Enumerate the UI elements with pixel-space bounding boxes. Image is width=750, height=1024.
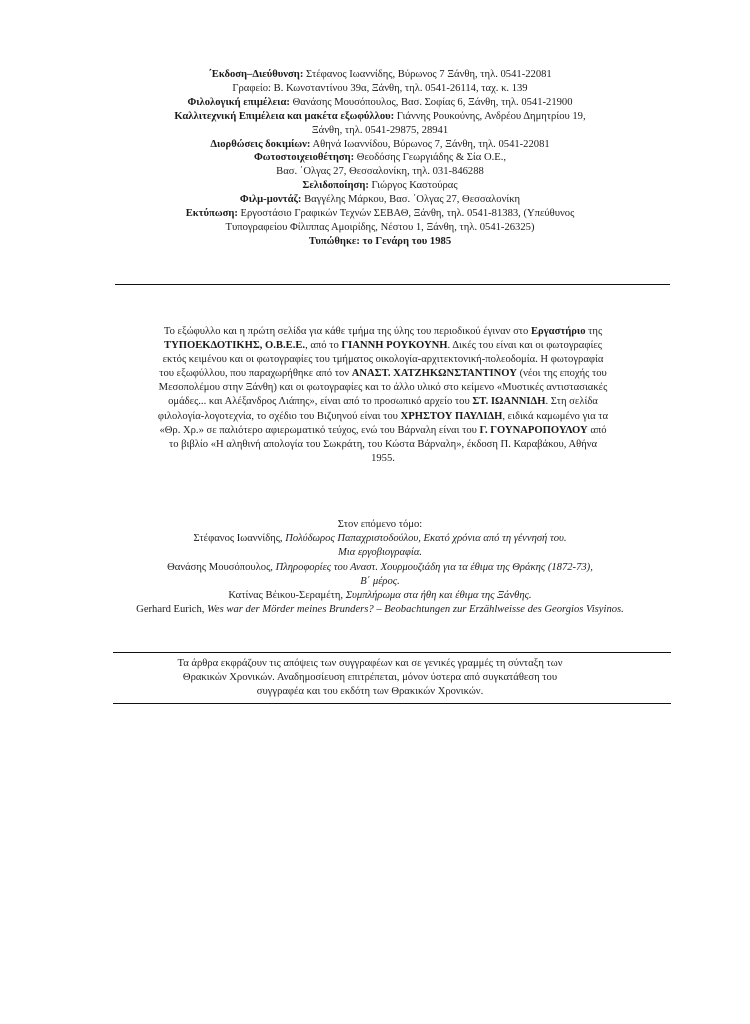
cover-note-line: ομάδες... και Αλέξανδρος Λιάπης», είναι από το προσωπικό αρχείο του ΣΤ. ΙΩΑΝΝΙΔΗ. Στη σελίδα	[168, 396, 598, 408]
credit-phototypesetting: Φωτοστοιχειοθέτηση: Θεοδόσης Γεωργιάδης & Σία Ο.Ε.,	[253, 152, 507, 164]
cover-note-line: εκτός κειμένου και οι φωτογραφίες του τμήματος οικολογία-αρχιτεκτονική-πολεοδομία. Η φωτογραφία	[162, 354, 604, 366]
credit-edition: ΄Εκδοση–Διεύθυνση: Στέφανος Ιωαννίδης, Βύρωνος 7 Ξάνθη, τηλ. 0541-22081	[208, 69, 552, 80]
cover-note-line: του εξωφύλλου, που παραχωρήθηκε από τον ΑΝΑΣΤ. ΧΑΤΖΗΚΩΝΣΤΑΝΤΙΝΟΥ (νέοι της εποχής του	[159, 368, 607, 380]
disclaimer-line: Θρακικών Χρονικών. Αναδημοσίευση επιτρέπεται, μόνον ύστερα από συγκατάθεση του	[182, 672, 558, 683]
divider-rule-top	[115, 284, 670, 285]
divider-rule-notice-bottom	[113, 703, 671, 704]
disclaimer	[160, 657, 580, 699]
cover-note	[108, 325, 658, 466]
next-volume-entry-cont: Μια εργοβιογραφία.	[337, 547, 423, 559]
disclaimer-line: Τα άρθρα εκφράζουν τις απόψεις των συγγραφέων και σε γενικές γραμμές τη σύνταξη των	[177, 658, 563, 669]
next-volume-entry: Κατίνας Βέικου-Σεραμέτη, Συμπλήρωμα στα ήθη και έθιμα της Ξάνθης.	[228, 590, 532, 602]
credit-art: Καλλιτεχνική Επιμέλεια και μακέτα εξωφύλλου: Γιάννης Ρουκούνης, Ανδρέου Δημητρίου 19,	[174, 110, 586, 122]
cover-note-line: Μεσοπολέμου στην Ξάνθη) και οι φωτογραφίες και το άλλο υλικό στο κείμενο «Μυστικές αντιστασιακές	[158, 382, 608, 394]
next-volume-entry-cont: Β΄ μέρος.	[360, 575, 400, 587]
next-volume-entry: Θανάσης Μουσόπουλος, Πληροφορίες του Αναστ. Χουρμουζιάδη για τα έθιμα της Θράκης (1872-73),	[167, 561, 593, 573]
next-volume	[60, 518, 700, 617]
disclaimer-line: συγγραφέα και του εκδότη των Θρακικών Χρονικών.	[256, 686, 484, 697]
divider-rule-notice-top	[113, 652, 671, 653]
cover-note-line: 1955.	[371, 452, 395, 464]
cover-note-line: φιλολογία-λογοτεχνία, το σχέδιο του Βιζυηνού είναι του ΧΡΗΣΤΟΥ ΠΑΥΛΙΔΗ, ειδικά καμωμένο για τα	[157, 410, 609, 422]
credit-printing-cont: Τυπογραφείου Φίλιππας Αμοιρίδης, Νέστου 1, Ξάνθη, τηλ. 0541-26325)	[225, 221, 535, 233]
cover-note-line: Το εξώφυλλο και η πρώτη σελίδα για κάθε τμήμα της ύλης του περιοδικού έγιναν στο Εργαστήριο της	[163, 326, 603, 337]
next-volume-entry: Gerhard Eurich, Wes war der Mörder meines Brunders? – Beobachtungen zur Erzählweisse des Georgios Visyinos.	[136, 604, 624, 616]
credit-philology: Φιλολογική επιμέλεια: Θανάσης Μουσόπουλος, Βασ. Σοφίας 6, Ξάνθη, τηλ. 0541-21900	[187, 96, 573, 108]
cover-note-line: ΤΥΠΟΕΚΔΟΤΙΚΗΣ, Ο.Β.Ε.Ε., από το ΓΙΑΝΝΗ ΡΟΥΚΟΥΝΗ. Δικές του είναι και οι φωτογραφίες	[164, 340, 602, 352]
credit-phototypesetting-cont: Βασ. ΄Ολγας 27, Θεσσαλονίκη, τηλ. 031-846288	[276, 166, 484, 178]
next-volume-entry: Στέφανος Ιωαννίδης, Πολύδωρος Παπαχριστοδούλου, Εκατό χρόνια από τη γέννησή του.	[193, 533, 567, 545]
next-volume-heading: Στον επόμενο τόμο:	[337, 519, 423, 530]
credit-proofs: Διορθώσεις δοκιμίων: Αθηνά Ιωαννίδου, Βύρωνος 7, Ξάνθη, τηλ. 0541-22081	[210, 138, 550, 150]
cover-note-line: «Θρ. Χρ.» σε παλιότερο αφιερωματικό τεύχος, ενώ του Βάρναλη είναι του Γ. ΓΟΥΝΑΡΟΠΟΥΛΟΥ από	[159, 424, 607, 436]
credit-film: Φιλμ-μοντάζ: Βαγγέλης Μάρκου, Βασ. ΄Ολγας 27, Θεσσαλονίκη	[239, 194, 521, 206]
credit-office: Γραφείο: Β. Κωνσταντίνου 39α, Ξάνθη, τηλ. 0541-26114, ταχ. κ. 139	[232, 82, 528, 94]
credit-art-cont: Ξάνθη, τηλ. 0541-29875, 28941	[311, 124, 449, 136]
cover-note-line: το βιβλίο «Η αληθινή απολογία του Σωκράτη, του Κώστα Βάρναλη», έκδοση Π. Καραβάκου, Αθήνα	[168, 438, 598, 450]
credit-printed-date: Τυπώθηκε: το Γενάρη του 1985	[308, 235, 452, 247]
credit-layout: Σελιδοποίηση: Γιώργος Καστούρας	[302, 180, 458, 192]
credit-printing: Εκτύπωση: Εργοστάσιο Γραφικών Τεχνών ΣΕΒΑΘ, Ξάνθη, τηλ. 0541-81383, (Υπεύθυνος	[185, 208, 575, 220]
credits-block	[100, 68, 660, 249]
